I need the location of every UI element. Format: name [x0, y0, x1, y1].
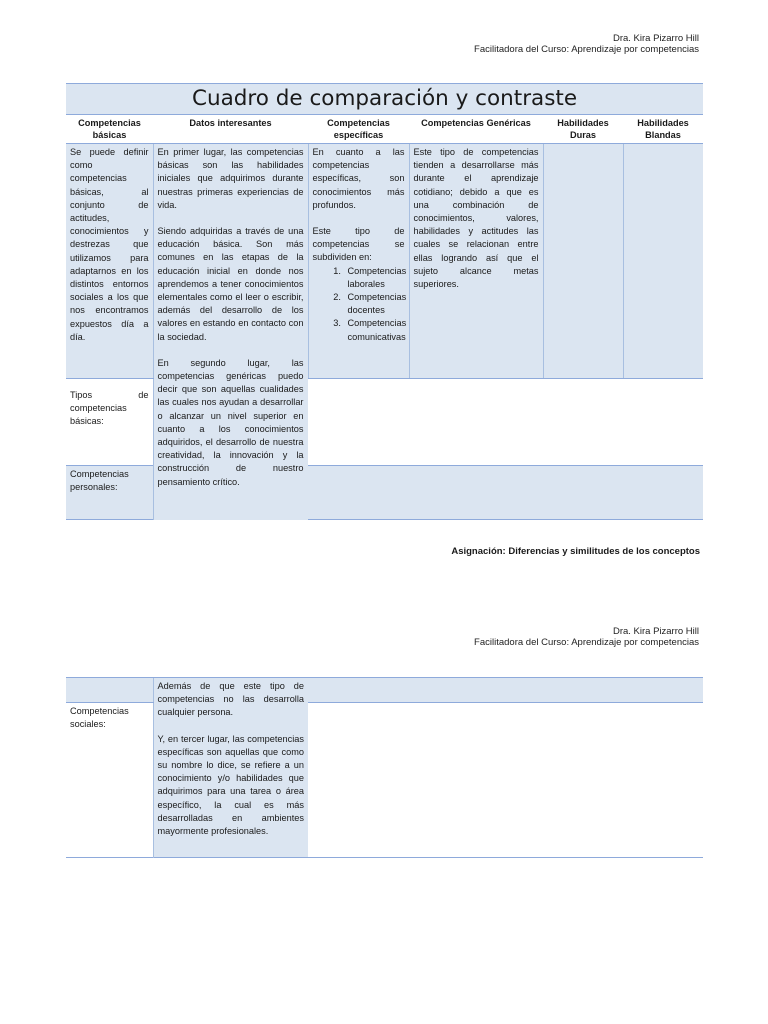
column-header-genericas: Competencias Genéricas — [409, 115, 543, 144]
continuation-table — [66, 677, 703, 858]
column-header-especificas: Competencias específicas — [308, 115, 409, 144]
table-header-row — [66, 115, 703, 144]
cell-datos-interesantes — [153, 144, 308, 520]
cell-duras-empty — [543, 144, 623, 379]
comparison-table — [66, 83, 703, 520]
table-title: Cuadro de comparación y contraste — [66, 84, 703, 115]
column-header-basicas: Competencias básicas — [66, 115, 153, 144]
datos-paragraph: En primer lugar, las competencias básicas son las habilidades iniciales que adquirimos durante nuestras primeras experiencias de vida. — [157, 147, 304, 210]
cell-basicas-definition: Se puede definir como competencias básicas, al conjunto de actitudes, conocimientos y destrezas que utilizamos para adaptarnos en los distintos entornos sociales a los que nos encontramos expuestos día a día. — [66, 144, 153, 379]
table-row — [66, 678, 703, 703]
cell-empty — [308, 466, 703, 520]
cell-empty — [66, 678, 153, 703]
cell-empty — [308, 703, 703, 858]
cell-empty — [308, 379, 703, 466]
page-header — [474, 33, 699, 55]
header-role: Facilitadora del Curso: Aprendizaje por competencias — [474, 637, 699, 648]
header-author: Dra. Kira Pizarro Hill — [612, 33, 699, 44]
column-header-blandas: Habilidades Blandas — [623, 115, 703, 144]
datos-paragraph: En segundo lugar, las competencias genéricas puedo decir que son aquellas cualidades las cuales nos ayudan a desarrollar o alcanzar un nivel superior en cuanto a los conocimientos adquiridos, el desarrollo de nuestra creatividad, la innovación y la construcción de nuestro pensamiento crítico. — [157, 357, 304, 487]
table-bottom-rule — [66, 858, 703, 859]
cell-sociales-label: Competencias sociales: — [66, 703, 153, 858]
table-row — [66, 144, 703, 379]
page-header — [474, 626, 699, 648]
datos-paragraph: Siendo adquiridas a través de una educación básica. Son más comunes en las etapas de la educación inicial en donde nos aprendemos a tener conocimientos elementales como el leer o escribir, además del desarrollo de los valores en estando en contacto con la sociedad. — [157, 226, 304, 342]
cell-datos-continued — [153, 678, 308, 858]
cell-empty — [308, 678, 703, 703]
column-header-duras: Habilidades Duras — [543, 115, 623, 144]
cell-especificas — [308, 144, 409, 379]
header-role: Facilitadora del Curso: Aprendizaje por competencias — [474, 44, 699, 55]
list-item: 3. Competencias comunicativas — [344, 317, 405, 343]
especificas-paragraph: En cuanto a las competencias específicas, son conocimientos más profundos. — [312, 147, 405, 210]
especificas-list — [313, 265, 405, 344]
list-item: 2. Competencias docentes — [344, 291, 405, 317]
cell-tipos-label: Tipos de competencias básicas: — [66, 379, 153, 466]
datos-paragraph: Además de que este tipo de competencias no las desarrolla cualquier persona. — [157, 681, 304, 718]
list-item: 1. Competencias laborales — [344, 265, 405, 291]
column-header-datos: Datos interesantes — [153, 115, 308, 144]
header-author: Dra. Kira Pizarro Hill — [612, 626, 699, 637]
cell-genericas: Este tipo de competencias tienden a desarrollarse más durante el aprendizaje cotidiano; debido a que es una combinación de conocimientos, valores, habilidades y actitudes las cuales se relacionan entre ellas logrando así que el sujeto alcance metas superiores. — [409, 144, 543, 379]
cell-blandas-empty — [623, 144, 703, 379]
datos-paragraph: Y, en tercer lugar, las competencias específicas son aquellas que como su nombre lo dice, se refiere a un conocimiento y/o habilidades que adquirimos para una tarea o área específico, la cual es más desarrolladas en ambientes mayormente profesionales. — [157, 733, 304, 837]
especificas-paragraph: Este tipo de competencias se subdividen en: — [312, 226, 405, 263]
cell-personales-label: Competencias personales: — [66, 466, 153, 520]
assignment-caption: Asignación: Diferencias y similitudes de los conceptos — [451, 546, 700, 557]
